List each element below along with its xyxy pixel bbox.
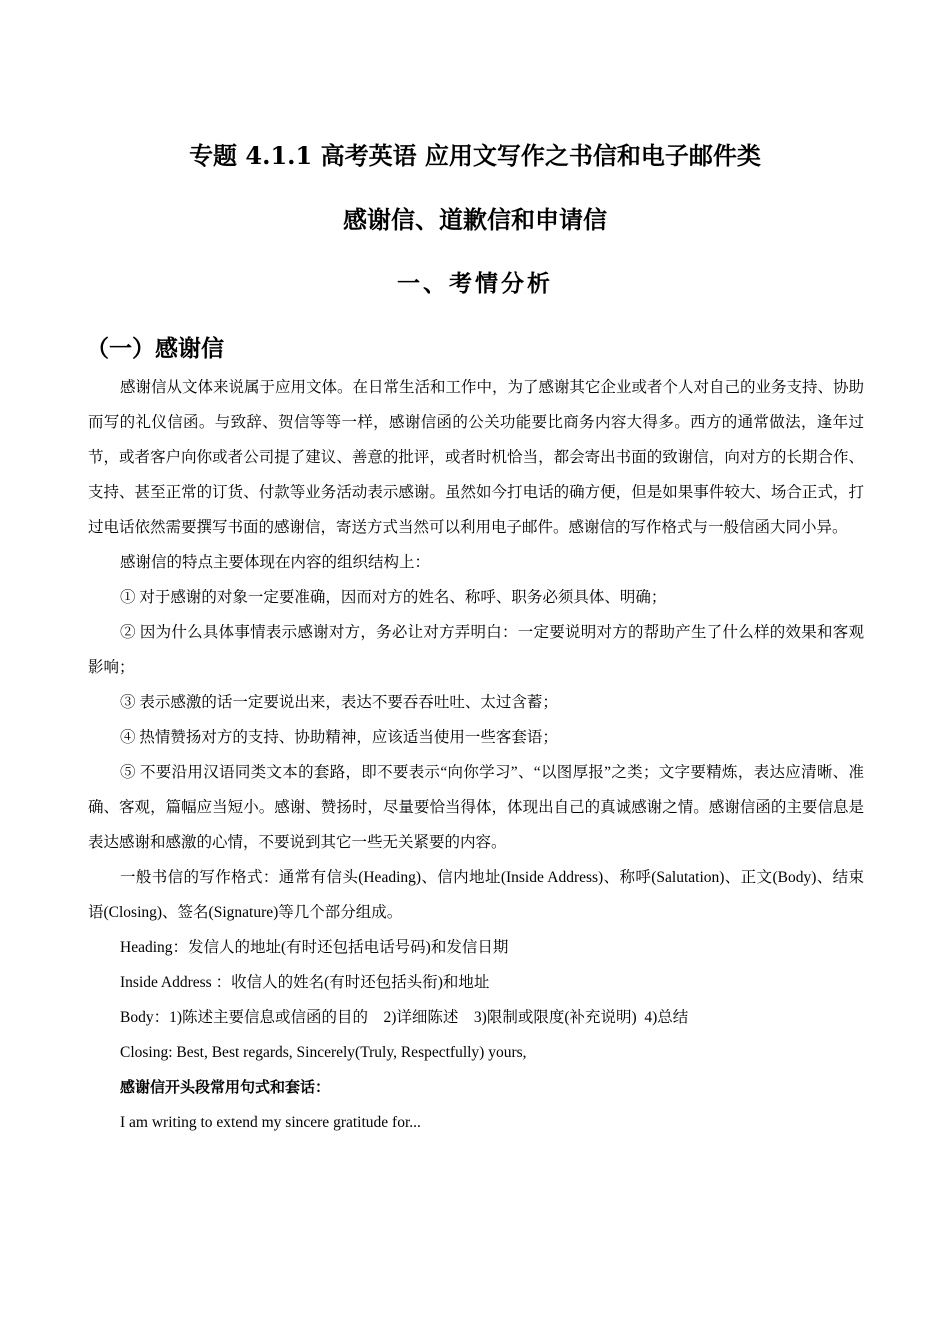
list-item-2: ② 因为什么具体事情表示感谢对方，务必让对方弄明白：一定要说明对方的帮助产生了什么样的效果和客观影响； <box>88 624 864 676</box>
document-title: 专题 4.1.1 高考英语 应用文写作之书信和电子邮件类 <box>189 141 761 170</box>
section-title-analysis: 一、考情分析 <box>397 271 553 297</box>
document-subtitle: 感谢信、道歉信和申请信 <box>343 205 607 234</box>
paragraph-letter-format: 一般书信的写作格式：通常有信头(Heading)、信内地址(Inside Address)、称呼(Salutation)、正文(Body)、结束语(Closing)、签名(Signature)等几个部分组成。 <box>88 869 864 921</box>
format-inside-address: Inside Address ：收信人的姓名(有时还包括头衔)和地址 <box>120 974 490 991</box>
opening-phrases-heading: 感谢信开头段常用句式和套话： <box>120 1078 331 1096</box>
format-heading: Heading：发信人的地址(有时还包括电话号码)和发信日期 <box>120 939 509 956</box>
section-heading-thank-you-letter: （一）感谢信 <box>86 335 224 362</box>
list-item-4: ④ 热情赞扬对方的支持、协助精神，应该适当使用一些客套语； <box>120 729 558 746</box>
list-item-1: ① 对于感谢的对象一定要准确，因而对方的姓名、称呼、职务必须具体、明确； <box>120 589 667 606</box>
format-closing: Closing: Best, Best regards, Sincerely(Truly, Respectfully) yours, <box>120 1044 527 1061</box>
list-item-5: ⑤ 不要沿用汉语同类文本的套路，即不要表示“向你学习”、“以图厚报”之类；文字要精炼，表达应清晰、准确、客观，篇幅应当短小。感谢、赞扬时，尽量要恰当得体，体现出自己的真诚感谢之情。感谢信函的主要信息是表达感谢和感激的心情，不要说到其它一些无关紧要的内容。 <box>88 764 864 851</box>
document-body <box>88 370 864 1140</box>
opening-phrase-example: I am writing to extend my sincere gratitude for... <box>120 1114 421 1131</box>
format-body: Body：1)陈述主要信息或信函的目的 2)详细陈述 3)限制或限度(补充说明) 4)总结 <box>120 1009 689 1026</box>
paragraph-intro: 感谢信从文体来说属于应用文体。在日常生活和工作中，为了感谢其它企业或者个人对自己的业务支持、协助而写的礼仪信函。与致辞、贺信等等一样，感谢信函的公关功能要比商务内容大得多。西方的通常做法，逢年过节，或者客户向你或者公司提了建议、善意的批评，或者时机恰当，都会寄出书面的致谢信，向对方的长期合作、支持、甚至正常的订货、付款等业务活动表示感谢。虽然如今打电话的确方便，但是如果事件较大、场合正式，打过电话依然需要撰写书面的感谢信，寄送方式当然可以利用电子邮件。感谢信的写作格式与一般信函大同小异。 <box>88 379 865 536</box>
list-item-3: ③ 表示感激的话一定要说出来，表达不要吞吞吐吐、太过含蓄； <box>120 694 558 711</box>
paragraph-features-intro: 感谢信的特点主要体现在内容的组织结构上： <box>120 554 431 571</box>
